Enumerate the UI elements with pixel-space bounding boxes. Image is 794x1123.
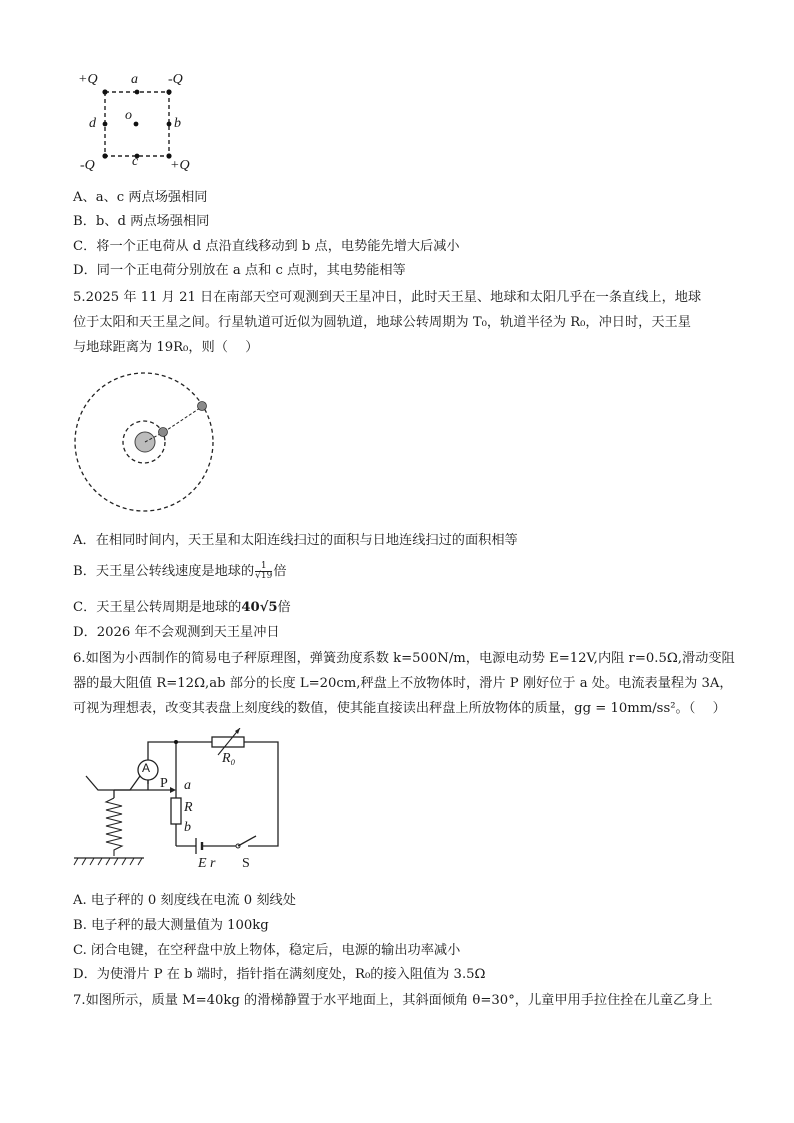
corner-point-tl <box>102 89 107 94</box>
label-o: o <box>125 108 132 123</box>
q5-option-c-text: C．天王星公转周期是地球的 <box>73 600 242 615</box>
junction-top <box>174 740 178 744</box>
q4-option-a: A、a、c 两点场强相同 <box>73 190 208 205</box>
q4-option-c: C．将一个正电荷从 d 点沿直线移动到 b 点，电势能先增大后减小 <box>73 239 460 254</box>
q6-stem-line2: 器的最大阻值 R=12Ω,ab 部分的长度 L=20cm,秤盘上不放物体时，滑片 P 刚好位于 a 处。电流表量程为 3A， <box>73 676 733 691</box>
label-a: a <box>131 72 138 87</box>
point-d <box>103 122 108 127</box>
q6-stem-line3: 可视为理想表，改变其表盘上刻度线的数值，使其能直接读出秤盘上所放物体的质量，gg = 10mm/ss²。（ ） <box>73 701 726 716</box>
label-minus-q-bl: -Q <box>80 158 95 173</box>
q5-option-a: A．在相同时间内，天王星和太阳连线扫过的面积与日地连线扫过的面积相等 <box>73 533 518 548</box>
slider-arrowhead <box>170 787 176 793</box>
label-plus-q-br: +Q <box>170 158 190 173</box>
scale-circuit-diagram <box>72 728 287 878</box>
q5-option-c-value: 40√5 <box>241 600 278 615</box>
label-r: R <box>184 800 193 815</box>
charge-square-figure <box>72 70 202 182</box>
label-b-end: b <box>184 820 191 835</box>
q5-option-b-fraction <box>255 562 272 581</box>
label-minus-q-tr: -Q <box>168 72 183 87</box>
q5-option-c <box>73 599 291 617</box>
q4-option-b: B．b、d 两点场强相同 <box>73 214 210 229</box>
label-d: d <box>89 116 96 131</box>
q5-option-c-tail: 倍 <box>277 600 291 615</box>
earth <box>159 428 168 437</box>
q5-stem-line1: 5.2025 年 11 月 21 日在南部天空可观测到天王星冲日，此时天王星、地球和太阳几乎在一条直线上，地球 <box>73 290 702 305</box>
label-battery-er: E r <box>198 856 216 871</box>
q5-option-b <box>73 562 287 581</box>
earth-uranus-line <box>164 408 200 432</box>
ammeter-label: A <box>142 761 151 775</box>
label-a-end: a <box>184 778 191 793</box>
label-plus-q-tl: +Q <box>78 72 98 87</box>
wire-right <box>244 742 278 846</box>
orbit-figure <box>72 368 217 516</box>
ground-hatch <box>74 858 142 865</box>
point-o <box>134 122 139 127</box>
q7-stem-line1: 7.如图所示，质量 M=40kg 的滑梯静置于水平地面上，其斜面倾角 θ=30°，儿童甲用手拉住拴在儿童乙身上 <box>73 993 713 1008</box>
label-b: b <box>174 116 181 131</box>
spring <box>106 798 122 856</box>
q6-option-d: D．为使滑片 P 在 b 端时，指针指在满刻度处，R₀的接入阻值为 3.5Ω <box>73 967 486 982</box>
q5-stem-line3: 与地球距离为 19R₀，则（ ） <box>73 340 259 355</box>
q6-option-a: A. 电子秤的 0 刻度线在电流 0 刻线处 <box>73 893 296 908</box>
label-r0: R₀ <box>222 751 236 766</box>
resistor-r <box>171 798 181 824</box>
point-a <box>135 90 140 95</box>
scale-circuit-figure <box>72 728 287 878</box>
q6-option-c: C. 闭合电键，在空秤盘中放上物体，稳定后，电源的输出功率减小 <box>73 943 461 958</box>
orbit-diagram <box>72 368 217 516</box>
switch-lever <box>238 836 256 846</box>
q5-option-d: D．2026 年不会观测到天王星冲日 <box>73 625 280 640</box>
point-b <box>167 122 172 127</box>
slider-label-p: P <box>160 776 168 791</box>
label-switch-s: S <box>242 856 250 871</box>
label-c: c <box>132 154 139 169</box>
q5-option-b-text: B．天王星公转线速度是地球的 <box>73 564 255 579</box>
q5-option-b-tail: 倍 <box>273 564 287 579</box>
q5-stem-line2: 位于太阳和天王星之间。行星轨道可近似为圆轨道，地球公转周期为 T₀，轨道半径为 R₀，冲日时，天王星 <box>73 315 691 330</box>
q4-option-d: D．同一个正电荷分别放在 a 点和 c 点时，其电势能相等 <box>73 263 406 278</box>
corner-point-tr <box>166 89 171 94</box>
q6-stem-line1: 6.如图为小西制作的简易电子秤原理图，弹簧劲度系数 k=500N/m，电源电动势 E=12V,内阻 r=0.5Ω,滑动变阻 <box>73 651 735 666</box>
fraction-numerator: 1 <box>255 562 272 572</box>
fraction-denominator: √19 <box>255 571 273 581</box>
uranus <box>198 402 207 411</box>
corner-point-bl <box>102 153 107 158</box>
q6-option-b: B. 电子秤的最大测量值为 100kg <box>73 918 269 933</box>
scale-pan <box>86 776 140 790</box>
